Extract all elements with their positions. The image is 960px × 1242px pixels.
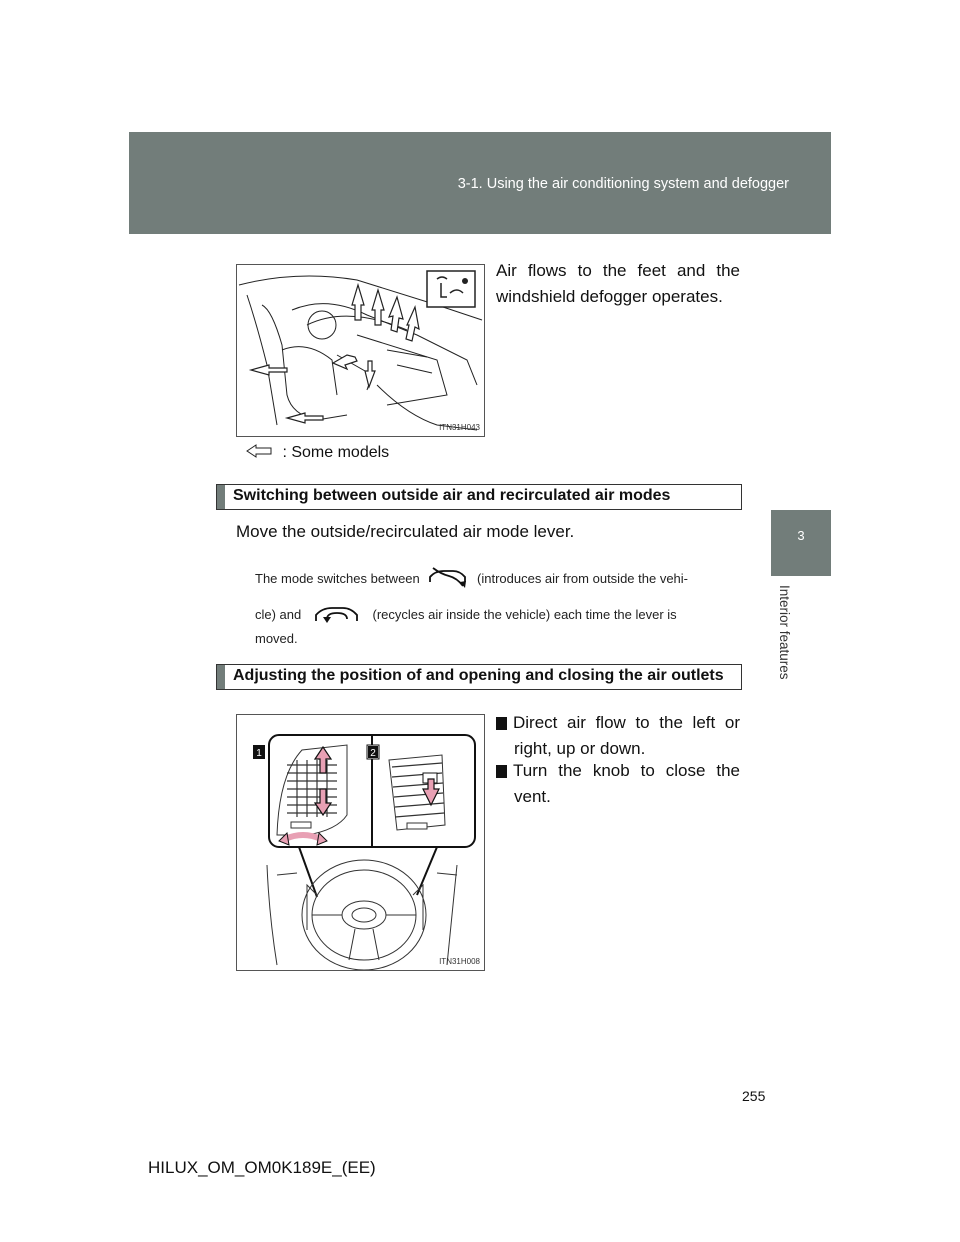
air-outlet-illustration [237, 715, 484, 970]
heading-bar [217, 665, 225, 689]
cabin-airflow-figure [236, 264, 485, 437]
chapter-label-text: Interior features [777, 585, 792, 680]
callout-2: 2 [370, 748, 376, 759]
note-text: (recycles air inside the vehicle) each time the lever is [372, 607, 677, 622]
air-mode-instruction: Move the outside/recirculated air mode lever. [236, 522, 575, 541]
air-outlet-figure [236, 714, 485, 971]
figure-code: ITN31H043 [439, 423, 480, 432]
section-heading-air-outlets [216, 664, 742, 690]
item-number-badge: 1 [496, 717, 507, 730]
section-heading-air-modes [216, 484, 742, 510]
chapter-number: 3 [797, 528, 805, 543]
item-number-badge: 2 [496, 765, 507, 778]
callout-1: 1 [256, 748, 262, 759]
air-mode-note-line1 [255, 566, 741, 590]
outside-air-icon [427, 566, 469, 590]
mode-description: Air flows to the feet and the windshield defogger operates. [496, 261, 740, 306]
item-text: Direct air flow to the left or right, up or down. [513, 713, 740, 758]
section-heading-text: Switching between outside air and recirculated air modes [233, 487, 671, 504]
air-mode-note-line2 [255, 601, 741, 627]
cabin-airflow-illustration [237, 265, 484, 436]
outlet-instruction-1 [489, 710, 740, 762]
figure-code: ITN31H008 [439, 957, 480, 966]
arrow-outline-icon [246, 444, 272, 458]
item-text: Turn the knob to close the vent. [513, 761, 740, 806]
note-text: cle) and [255, 607, 302, 622]
running-header: 3-1. Using the air conditioning system and defogger [457, 176, 789, 192]
air-mode-note-line3: moved. [255, 631, 298, 646]
chapter-tab [771, 510, 831, 576]
chapter-tab-label [777, 585, 804, 695]
section-heading-text: Adjusting the position of and opening and closing the air outlets [233, 667, 724, 684]
page-number: 255 [742, 1088, 766, 1104]
outlet-instruction-2 [489, 758, 740, 810]
note-text: The mode switches between [255, 571, 420, 586]
some-models-text: : Some models [282, 444, 390, 461]
document-code: HILUX_OM_OM0K189E_(EE) [148, 1158, 376, 1177]
recirculate-air-icon [313, 601, 361, 627]
some-models-note [246, 444, 389, 466]
header-band [129, 132, 831, 234]
note-text: (introduces air from outside the vehi- [477, 571, 688, 586]
heading-bar [217, 485, 225, 509]
